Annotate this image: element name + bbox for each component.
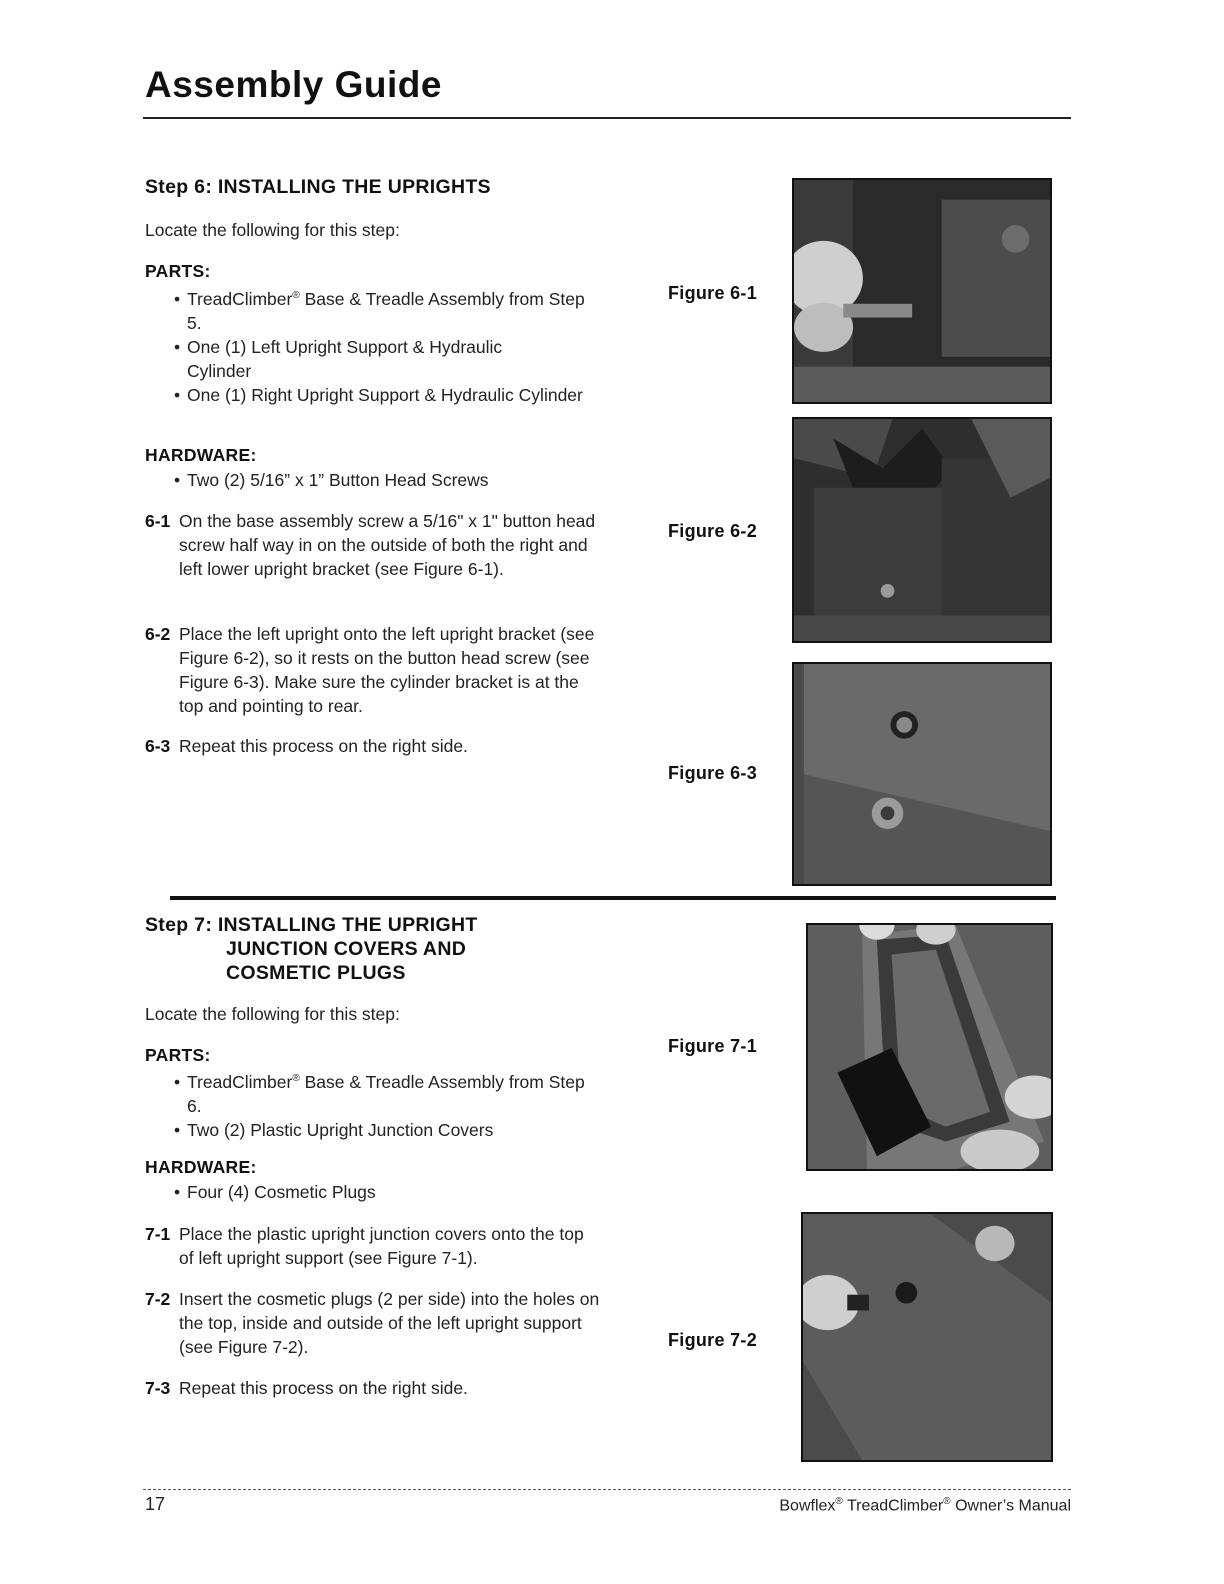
step7-heading: Step 7: INSTALLING THE UPRIGHT JUNCTION COVERS AND COSMETIC PLUGS — [145, 914, 478, 984]
instruction-7-3: 7-3 Repeat this process on the right side. — [145, 1378, 468, 1398]
list-item: • One (1) Right Upright Support & Hydraulic Cylinder — [174, 383, 587, 407]
figure-6-3-label: Figure 6-3 — [668, 763, 758, 783]
figure-6-2-label: Figure 6-2 — [668, 521, 758, 541]
list-item: • Two (2) 5/16” x 1” Button Head Screws — [174, 468, 604, 492]
figure-6-1-photo — [792, 178, 1052, 404]
step6-parts-label: PARTS: — [145, 261, 211, 281]
list-item: • TreadClimber® Base & Treadle Assembly from Step 5. — [174, 284, 604, 335]
instruction-7-2: 7-2 Insert the cosmetic plugs (2 per side) into the holes on the top, inside and outside of the left upright support (see Figure 7-2). — [145, 1289, 600, 1357]
figure-7-2-label: Figure 7-2 — [668, 1330, 758, 1350]
figure-6-3-photo — [792, 662, 1052, 886]
step7-intro: Locate the following for this step: — [145, 1004, 400, 1024]
step7-hardware-list — [174, 1180, 604, 1204]
figure-7-1-label: Figure 7-1 — [668, 1036, 758, 1056]
step6-intro: Locate the following for this step: — [145, 220, 400, 240]
step7-hardware-label: HARDWARE: — [145, 1157, 257, 1177]
page-number: 17 — [145, 1494, 166, 1514]
list-item: • Two (2) Plastic Upright Junction Covers — [174, 1118, 604, 1142]
list-item: • TreadClimber® Base & Treadle Assembly from Step 6. — [174, 1067, 604, 1118]
step6-parts-list — [174, 284, 604, 407]
figure-7-1-photo — [806, 923, 1053, 1171]
step6-hardware-label: HARDWARE: — [145, 445, 257, 465]
footer-divider — [143, 1489, 1071, 1490]
step7-parts-list — [174, 1067, 604, 1142]
list-item: • Four (4) Cosmetic Plugs — [174, 1180, 604, 1204]
page-title: Assembly Guide — [145, 64, 442, 105]
section-divider — [170, 896, 1056, 900]
title-divider — [143, 117, 1071, 119]
manual-title: Bowflex® TreadClimber® Owner’s Manual — [779, 1496, 1071, 1515]
list-item: • One (1) Left Upright Support & Hydraulic Cylinder — [174, 335, 567, 383]
step6-hardware-list — [174, 468, 604, 492]
instruction-6-2: 6-2 Place the left upright onto the left upright bracket (see Figure 6-2), so it rests on the button head screw (see Figure 6-3). Make sure the cylinder bracket is at the top and pointing to rear. — [145, 624, 595, 716]
step7-parts-label: PARTS: — [145, 1045, 211, 1065]
instruction-6-3: 6-3 Repeat this process on the right side. — [145, 736, 468, 756]
figure-6-2-photo — [792, 417, 1052, 643]
instruction-6-1: 6-1 On the base assembly screw a 5/16" x 1" button head screw half way in on the outside of both the right and left lower upright bracket (see Figure 6-1). — [145, 511, 596, 579]
figure-6-1-label: Figure 6-1 — [668, 283, 758, 303]
instruction-7-1: 7-1 Place the plastic upright junction covers onto the top of left upright support (see Figure 7-1). — [145, 1224, 584, 1268]
figure-7-2-photo — [801, 1212, 1053, 1462]
step6-heading: Step 6: INSTALLING THE UPRIGHTS — [145, 176, 491, 198]
